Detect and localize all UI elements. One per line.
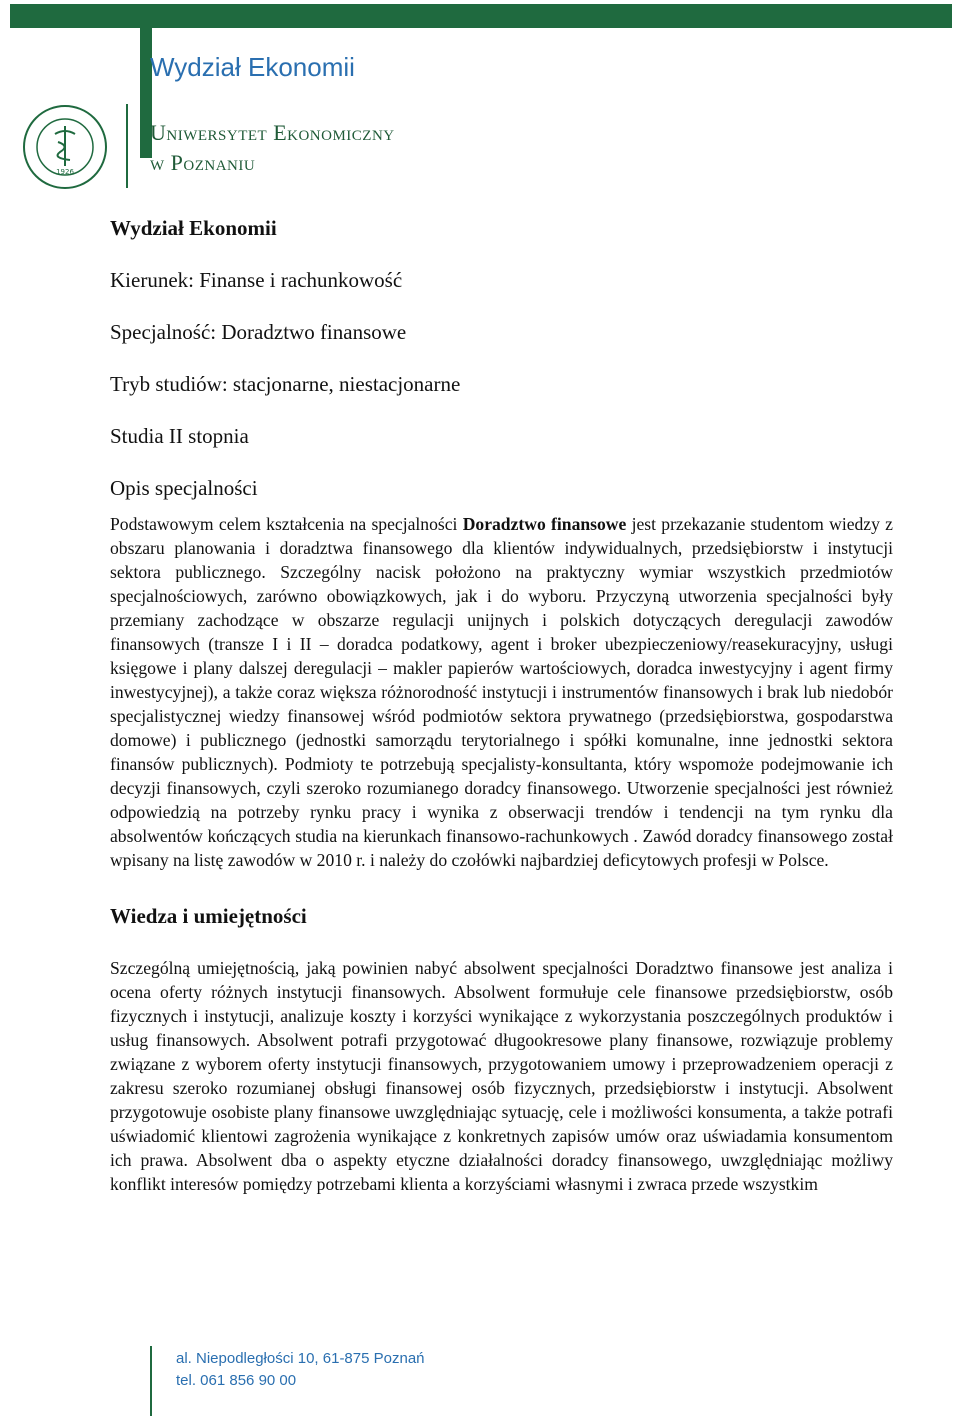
description-text-rest: jest przekazanie studentom wiedzy z obszaru planowania i doradztwa finansowego dla klientów indywidualnych, przedsiębiorstw i instytucji sektora publicznego. Szczególny nacisk położono na praktyczny wymiar wszystkich przedmiotów specjalnościowych, zarówno obowiązkowych, jak i do wyboru. Przyczyną utworzenia specjalności były przemiany zachodzące w obszarze regulacji unijnych i polskich dotyczących deregulacji zawodów finansowych (transze I i II – doradca podatkowy, agent i broker ubezpieczeniowy/reasekuracyjny, usługi księgowe i plany dalszej deregulacji – makler papierów wartościowych, doradca inwestycyjny i agent firmy inwestycyjnej), a także coraz większa różnorodność instytucji i instrumentów finansowych i brak lub niedobór specjalistycznej wiedzy finansowej wśród podmiotów sektora prywatnego (przedsiębiorstwa, gospodarstwa domowe) i publicznego (jednostki samorządu terytorialnego i spółki komunalne, inne jednostki sektora finansów publicznych). Podmioty te potrzebują specjalisty-konsultanta, który wspomoże podejmowanie ich decyzji finansowych, czyli szeroko rozumianego doradcy finansowego. Utworzenie specjalności jest również odpowiedzią na potrzeby rynku pracy i wynika z obserwacji trendów i tendencji na tym rynku dla absolwentów kończących studia na kierunkach finansowo-rachunkowych . Zawód doradcy finansowego został wpisany na listę zawodów w 2010 r. i należy do czołówki najbardziej deficytowych profesji w Polsce. — [110, 514, 893, 870]
specialty-line: Specjalność: Doradztwo finansowe — [110, 320, 407, 344]
description-text-start: Podstawowym celem kształcenia na specjalności — [110, 514, 463, 534]
study-mode-line: Tryb studiów: stacjonarne, niestacjonarne — [110, 372, 461, 396]
university-name-line2: w Poznaniu — [150, 150, 256, 175]
specialty-name-emphasis: Doradztwo finansowe — [462, 514, 627, 534]
description-title: Opis specjalności — [110, 476, 258, 500]
knowledge-paragraph: Szczególną umiejętnością, jaką powinien nabyć absolwent specjalności Doradztwo finansowe jest analiza i ocena oferty różnych instytucji finansowych. Absolwent formułuje cele finansowe przedsiębiorstw, osób fizycznych i instytucji, analizuje koszty i korzyści wynikające z wykorzystania poszczególnych produktów i usług finansowych. Absolwent potrafi przygotować długookresowe plany finansowe, rozwiązuje problemy związane z wyborem oferty instytucji finansowych, przygotowaniem umowy i przeprowadzeniem operacji z zakresu szeroko rozumianej obsługi finansowej osób fizycznych, przedsiębiorstw i instytucji. Absolwent przygotowuje osobiste plany finansowe uwzględniając sytuację, cele i możliwości konsumenta, a także potrafi uświadomić klientowi zagrożenia wynikające z konkretnych zapisów umów oraz uświadamia konsumentom ich prawa. Absolwent dba o aspekty etyczne działalności doradcy finansowego, uwzględniając możliwy konflikt interesów pomiędzy potrzebami klienta a korzyściami własnymi i zwraca przede wszystkim — [110, 958, 893, 1194]
description-paragraph — [110, 512, 893, 872]
knowledge-title: Wiedza i umiejętności — [110, 904, 307, 928]
document-body — [110, 212, 893, 1196]
header-divider — [126, 104, 128, 188]
university-name — [150, 118, 395, 178]
university-seal-logo — [22, 104, 108, 190]
course-line: Kierunek: Finanse i rachunkowość — [110, 268, 403, 292]
footer — [176, 1348, 425, 1392]
footer-address: al. Niepodległości 10, 61-875 Poznań — [176, 1350, 425, 1367]
study-level-line: Studia II stopnia — [110, 424, 249, 448]
header-bar — [10, 4, 952, 28]
footer-divider — [150, 1346, 152, 1416]
university-name-line1: Uniwersytet Ekonomiczny — [150, 120, 395, 145]
footer-phone: tel. 061 856 90 00 — [176, 1372, 297, 1389]
document-title: Wydział Ekonomii — [110, 216, 277, 240]
faculty-title: Wydział Ekonomii — [150, 52, 355, 82]
logo-year: 1926 — [56, 168, 74, 176]
